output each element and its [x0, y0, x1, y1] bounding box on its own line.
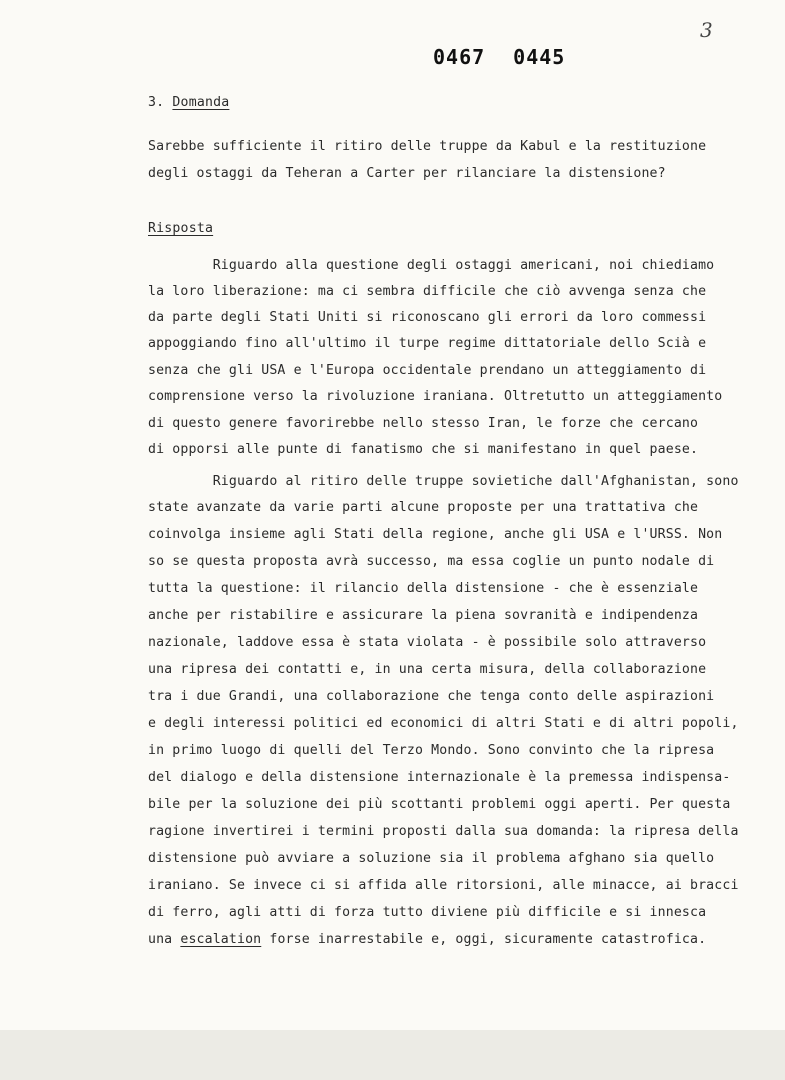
- question-line: degli ostaggi da Teheran a Carter per rilanciare la distensione?: [148, 166, 666, 181]
- answer-line: di ferro, agli atti di forza tutto diviene più difficile e si innesca: [148, 905, 707, 920]
- answer-line: so se questa proposta avrà successo, ma essa coglie un punto nodale di: [148, 554, 715, 569]
- answer-line: coinvolga insieme agli Stati della regione, anche gli USA e l'URSS. Non: [148, 527, 723, 542]
- answer-line: distensione può avviare a soluzione sia il problema afghano sia quello: [148, 851, 715, 866]
- answer-line: di questo genere favorirebbe nello stesso Iran, le forze che cercano: [148, 416, 699, 431]
- answer-last-line: [148, 932, 706, 947]
- answer-line: tra i due Grandi, una collaborazione che tenga conto delle aspirazioni: [148, 689, 715, 704]
- answer-line: una ripresa dei contatti e, in una certa misura, della collaborazione: [148, 662, 707, 677]
- answer-line: ragione invertirei i termini proposti dalla sua domanda: la ripresa della: [148, 824, 739, 839]
- answer-line: Riguardo alla questione degli ostaggi americani, noi chiediamo: [148, 258, 715, 273]
- question-line: Sarebbe sufficiente il ritiro delle truppe da Kabul e la restituzione: [148, 139, 707, 154]
- answer-line: del dialogo e della distensione internazionale è la premessa indispensa-: [148, 770, 731, 785]
- answer-line: in primo luogo di quelli del Terzo Mondo. Sono convinto che la ripresa: [148, 743, 715, 758]
- underlined-word-escalation: escalation: [180, 932, 262, 947]
- answer-line: anche per ristabilire e assicurare la piena sovranità e indipendenza: [148, 608, 699, 623]
- answer-line: di opporsi alle punte di fanatismo che si manifestano in quel paese.: [148, 442, 699, 457]
- stamp-number-right: 0445: [513, 45, 566, 69]
- stamp-number-left: 0467: [433, 45, 486, 69]
- handwritten-page-number: 3: [700, 18, 713, 42]
- answer-line: e degli interessi politici ed economici di altri Stati e di altri popoli,: [148, 716, 739, 731]
- answer-line: tutta la questione: il rilancio della distensione - che è essenziale: [148, 581, 699, 596]
- answer-line: da parte degli Stati Uniti si riconoscano gli errori da loro commessi: [148, 310, 707, 325]
- answer-line: iraniano. Se invece ci si affida alle ritorsioni, alle minacce, ai bracci: [148, 878, 739, 893]
- answer-line: appoggiando fino all'ultimo il turpe regime dittatoriale dello Scià e: [148, 336, 707, 351]
- answer-line: Riguardo al ritiro delle truppe sovietiche dall'Afghanistan, sono: [148, 474, 739, 489]
- answer-line: state avanzate da varie parti alcune proposte per una trattativa che: [148, 500, 699, 515]
- question-number: 3.: [148, 95, 165, 110]
- question-heading: [148, 95, 229, 110]
- answer-line: bile per la soluzione dei più scottanti problemi oggi aperti. Per questa: [148, 797, 731, 812]
- last-line-start: una: [148, 932, 181, 947]
- question-label: Domanda: [172, 95, 230, 110]
- answer-line: nazionale, laddove essa è stata violata - è possibile solo attraverso: [148, 635, 707, 650]
- archive-stamp-number: [433, 45, 565, 69]
- scan-bottom-margin: [0, 1030, 785, 1080]
- answer-line: la loro liberazione: ma ci sembra difficile che ciò avvenga senza che: [148, 284, 707, 299]
- answer-line: comprensione verso la rivoluzione iraniana. Oltretutto un atteggiamento: [148, 389, 723, 404]
- answer-heading: Risposta: [148, 221, 214, 236]
- answer-line: senza che gli USA e l'Europa occidentale prendano un atteggiamento di: [148, 363, 707, 378]
- last-line-end: forse inarrestabile e, oggi, sicuramente catastrofica.: [261, 932, 707, 947]
